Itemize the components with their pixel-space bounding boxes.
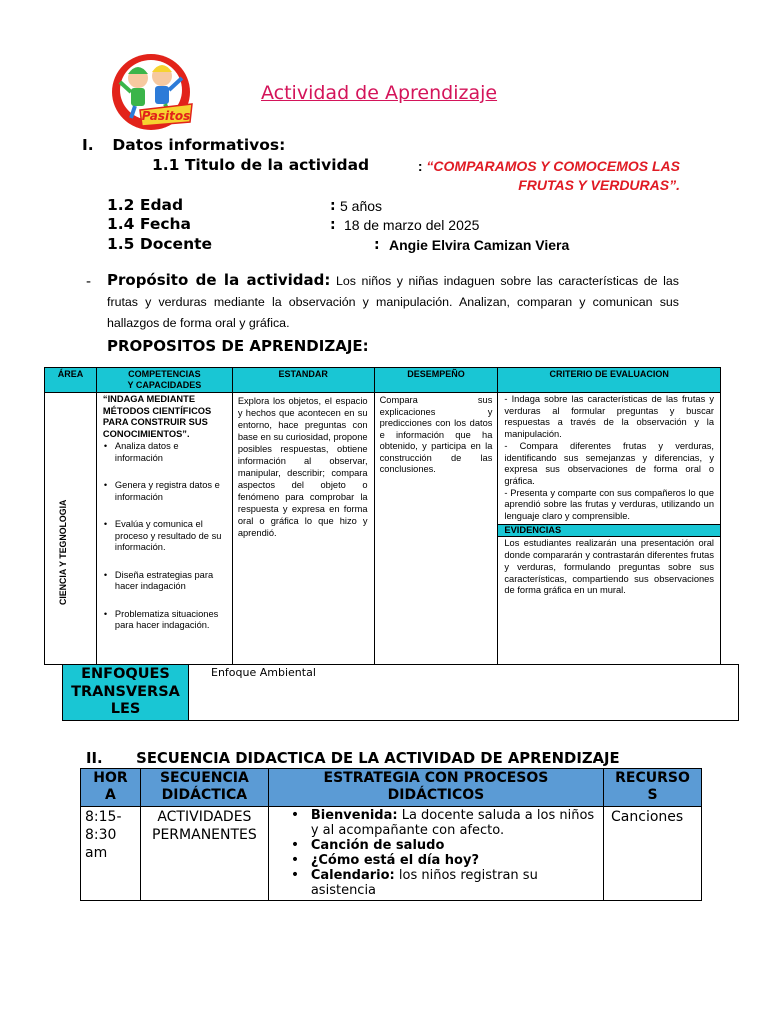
activity-title-text: “COMPARAMOS Y COMOCEMOS LAS FRUTAS Y VERDURAS”. bbox=[426, 158, 680, 193]
table-row bbox=[81, 807, 702, 901]
hour-cell bbox=[81, 807, 141, 901]
kids-logo-icon bbox=[104, 48, 198, 132]
header-estrategia bbox=[268, 769, 603, 807]
strategy-bold: Bienvenida: bbox=[310, 808, 398, 823]
propositos-content-row bbox=[45, 393, 721, 665]
purpose-paragraph bbox=[107, 270, 679, 334]
header-secuencia-text: SECUENCIA DIDÁCTICA bbox=[159, 770, 249, 803]
activity-title-value bbox=[372, 157, 680, 195]
info-date-colon: : bbox=[330, 217, 336, 233]
info-teacher-colon: : bbox=[374, 237, 380, 253]
list-item bbox=[289, 853, 595, 868]
area-text: CIENCIA Y TEGNOLOGIA bbox=[58, 499, 68, 605]
logo-text: Pasitos bbox=[141, 109, 191, 123]
section-2-number: II. bbox=[86, 750, 103, 767]
info-age-label: 1.2 Edad bbox=[107, 196, 184, 214]
header-estandar: ESTANDAR bbox=[232, 368, 374, 393]
competence-title: “INDAGA MEDIANTE MÉTODOS CIENTÍFICOS PARA CONSTRUIR SUS CONOCIMIENTOS”. bbox=[102, 394, 212, 439]
criterion-item: - Indaga sobre las características de las frutas y verduras al formular preguntas y buscar respuestas a través de la observación y la manipulación. bbox=[504, 394, 714, 440]
enfoques-label-line: TRANSVERSA bbox=[71, 683, 180, 700]
strategy-bold: ¿Cómo está el día hoy? bbox=[310, 853, 479, 868]
header-desempeno: DESEMPEÑO bbox=[374, 368, 498, 393]
propositos-table bbox=[44, 367, 721, 665]
pasitos-logo bbox=[104, 48, 198, 132]
strategy-bold: Calendario: bbox=[310, 868, 395, 883]
header-hora bbox=[81, 769, 141, 807]
propositos-heading: PROPOSITOS DE APRENDIZAJE: bbox=[107, 337, 369, 355]
activity-title-colon: : bbox=[417, 158, 423, 174]
resources-cell: Canciones bbox=[604, 807, 702, 901]
sequence-table bbox=[80, 768, 702, 901]
enfoques-label-line: LES bbox=[110, 701, 141, 717]
header-area: ÁREA bbox=[45, 368, 97, 393]
strategy-text: La docente saluda a los niños y al acompañante con afecto. bbox=[310, 808, 595, 838]
list-item bbox=[289, 838, 595, 853]
area-cell bbox=[45, 393, 97, 665]
criterion-item: - Presenta y comparte con sus compañeros lo que aprendió sobre las frutas y verduras, utilizando un lenguaje claro y comprensible. bbox=[504, 487, 714, 522]
evidence-text: Los estudiantes realizarán una presentación oral donde compararán y contrastarán diferentes frutas y verduras, formulando preguntas sobre sus características, compartiendo sus observaciones de forma gráfica en un mural. bbox=[504, 538, 714, 596]
enfoques-label bbox=[63, 665, 189, 720]
list-item: • Problematiza situaciones para hacer indagación. bbox=[103, 609, 228, 632]
hour-text: 8:15- 8:30 am bbox=[85, 809, 122, 861]
purpose-bullet: - bbox=[86, 274, 92, 290]
enfoques-box bbox=[62, 664, 739, 721]
info-age-colon: : bbox=[330, 198, 336, 214]
strategy-cell bbox=[268, 807, 603, 901]
header-competencias bbox=[96, 368, 232, 393]
header-criterio: CRITERIO DE EVALUACION bbox=[498, 368, 721, 393]
list-item: • Diseña estrategias para hacer indagación bbox=[103, 570, 228, 593]
standard-cell: Explora los objetos, el espacio y hechos que acontecen en su entorno, hace preguntas con base en su curiosidad, propone posibles respuestas, obtiene información al observar, manipular, describir; compara aspectos del objeto o fenómeno para comprobar la respuesta y expresa en forma oral o gráfica lo que hizo y aprendió. bbox=[232, 393, 374, 665]
purpose-text: Los niños y niñas indaguen sobre las características de las frutas y verduras mediante la observación y manipulación. Analizan, comparan y comunican sus hallazgos de forma oral y gráfica. bbox=[107, 274, 679, 330]
criterion-item: - Compara diferentes frutas y verduras, identificando sus semejanzas y diferencias, y expresa sus observaciones de forma oral o gráfica. bbox=[504, 440, 714, 486]
info-teacher-value: Angie Elvira Camizan Viera bbox=[389, 237, 570, 253]
evidence-label: EVIDENCIAS bbox=[498, 524, 720, 538]
list-item: • Analiza datos e información bbox=[103, 441, 228, 464]
enfoques-value: Enfoque Ambiental bbox=[211, 666, 316, 679]
header-estrategia-text: ESTRATEGIA CON PROCESOS DIDÁCTICOS bbox=[323, 770, 549, 803]
info-date-value: 18 de marzo del 2025 bbox=[344, 217, 480, 233]
section-1-heading bbox=[82, 136, 285, 154]
strategy-list bbox=[289, 808, 595, 898]
capacities-list bbox=[103, 441, 228, 632]
list-item bbox=[289, 868, 595, 898]
info-age-value: 5 años bbox=[340, 198, 383, 214]
section-2-title: SECUENCIA DIDACTICA DE LA ACTIVIDAD DE APRENDIZAJE bbox=[136, 750, 620, 767]
sequence-cell bbox=[140, 807, 268, 901]
propositos-header-row bbox=[45, 368, 721, 393]
performance-cell: Compara sus explicaciones y predicciones con los datos e información que ha obtenido, y participa en la construcción de las conclusiones. bbox=[374, 393, 498, 665]
header-recursos-text: RECURSO S bbox=[615, 770, 690, 803]
list-item bbox=[289, 808, 595, 838]
header-hora-text: HOR A bbox=[93, 770, 128, 803]
info-teacher-label: 1.5 Docente bbox=[107, 235, 213, 253]
enfoques-label-line: ENFOQUES bbox=[81, 666, 170, 682]
info-date-label: 1.4 Fecha bbox=[107, 215, 192, 233]
purpose-label: Propósito de la actividad: bbox=[107, 271, 331, 289]
strategy-text: los niños registran su asistencia bbox=[310, 868, 538, 898]
section-2-heading bbox=[86, 750, 620, 767]
competencias-cell bbox=[96, 393, 232, 665]
section-1-number: I. bbox=[82, 136, 94, 154]
sequence-text: ACTIVIDADES PERMANENTES bbox=[152, 809, 257, 843]
list-item: • Genera y registra datos e información bbox=[103, 480, 228, 503]
header-competencias-text: COMPETENCIAS Y CAPACIDADES bbox=[127, 369, 202, 390]
criteria-cell bbox=[498, 393, 721, 665]
criteria-text bbox=[498, 393, 720, 523]
header-secuencia bbox=[140, 769, 268, 807]
strategy-bold: Canción de saludo bbox=[310, 838, 445, 853]
activity-title-label: 1.1 Titulo de la actividad bbox=[152, 156, 370, 174]
sequence-header-row bbox=[81, 769, 702, 807]
page-title: Actividad de Aprendizaje bbox=[261, 82, 498, 104]
header-recursos bbox=[604, 769, 702, 807]
list-item: • Evalúa y comunica el proceso y resultado de su información. bbox=[103, 519, 228, 554]
section-1-title: Datos informativos: bbox=[112, 136, 286, 154]
